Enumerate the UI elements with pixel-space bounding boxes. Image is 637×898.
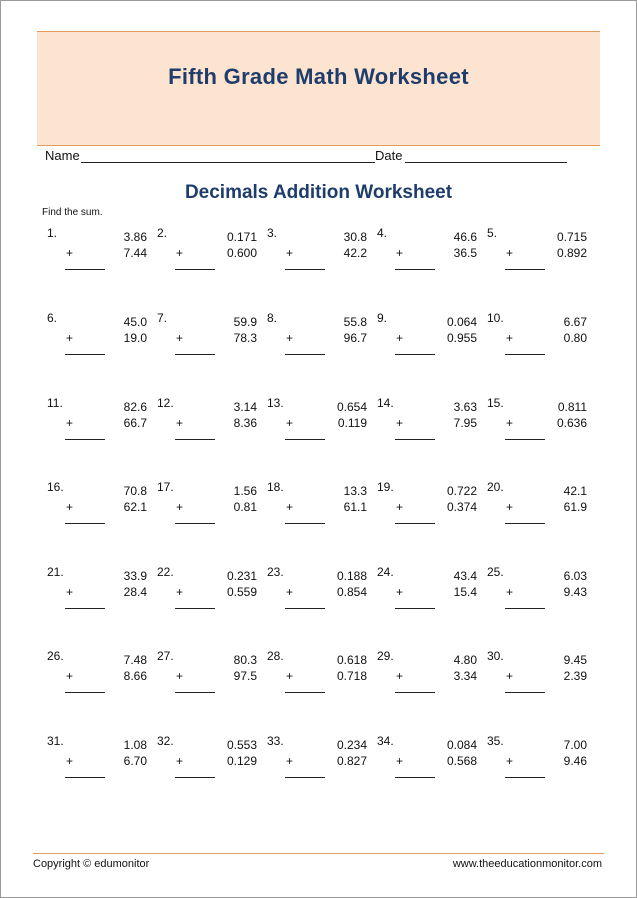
plus-sign: + (66, 416, 74, 430)
answer-line[interactable] (285, 439, 325, 440)
plus-sign: + (396, 754, 404, 768)
problem-addend-bottom: 0.600 (226, 246, 257, 260)
answer-line[interactable] (505, 608, 545, 609)
problem-addend-top: 33.9 (123, 569, 147, 583)
problem-item (267, 649, 367, 709)
answer-line[interactable] (285, 269, 325, 270)
answer-line[interactable] (505, 354, 545, 355)
answer-line[interactable] (395, 269, 435, 270)
plus-sign: + (396, 416, 404, 430)
problem-number: 17. (157, 480, 174, 494)
answer-line[interactable] (65, 777, 105, 778)
problem-addend-bottom: 0.374 (446, 500, 477, 514)
problem-addend-top: 0.234 (336, 738, 367, 752)
problem-item (157, 480, 257, 540)
problem-number: 11. (47, 396, 63, 410)
plus-sign: + (66, 754, 74, 768)
problem-addend-bottom: 9.46 (563, 754, 587, 768)
problem-addend-top: 46.6 (453, 230, 477, 244)
plus-sign: + (286, 246, 294, 260)
plus-sign: + (66, 669, 74, 683)
answer-line[interactable] (65, 439, 105, 440)
problem-addend-top: 7.48 (123, 653, 147, 667)
plus-sign: + (176, 500, 184, 514)
problem-addend-top: 45.0 (123, 315, 147, 329)
problem-item (47, 226, 147, 286)
answer-line[interactable] (285, 523, 325, 524)
problem-addend-top: 0.064 (446, 315, 477, 329)
problem-addend-top: 70.8 (123, 484, 147, 498)
answer-line[interactable] (395, 692, 435, 693)
page-title: Fifth Grade Math Worksheet (168, 64, 469, 89)
problem-addend-top: 3.86 (123, 230, 147, 244)
problem-number: 13. (267, 396, 284, 410)
problem-addend-top: 3.14 (233, 400, 257, 414)
problem-addend-bottom: 61.9 (563, 500, 587, 514)
problem-addend-bottom: 0.119 (337, 416, 367, 430)
answer-line[interactable] (65, 269, 105, 270)
problem-number: 35. (487, 734, 504, 748)
problem-addend-top: 0.231 (226, 569, 257, 583)
plus-sign: + (66, 585, 74, 599)
answer-line[interactable] (175, 439, 215, 440)
problem-item (487, 311, 587, 371)
problem-addend-top: 30.8 (343, 230, 367, 244)
problem-item (267, 311, 367, 371)
problem-addend-top: 6.03 (563, 569, 587, 583)
date-label: Date (375, 148, 403, 163)
answer-line[interactable] (285, 354, 325, 355)
name-date-row (45, 148, 585, 166)
problem-number: 8. (267, 311, 278, 325)
problem-number: 30. (487, 649, 504, 663)
problem-number: 12. (157, 396, 174, 410)
problem-addend-bottom: 97.5 (233, 669, 257, 683)
problem-item (47, 734, 147, 794)
problem-number: 33. (267, 734, 284, 748)
footer-copyright: Copyright © edumonitor (33, 858, 150, 870)
problem-addend-top: 59.9 (233, 315, 257, 329)
plus-sign: + (506, 246, 514, 260)
answer-line[interactable] (395, 608, 435, 609)
name-label: Name (45, 148, 80, 163)
problem-addend-top: 3.63 (453, 400, 477, 414)
answer-line[interactable] (65, 523, 105, 524)
problem-addend-top: 0.715 (556, 230, 587, 244)
problem-addend-bottom: 0.636 (556, 416, 587, 430)
answer-line[interactable] (505, 269, 545, 270)
problem-item (157, 311, 257, 371)
plus-sign: + (286, 754, 294, 768)
problem-addend-top: 0.722 (446, 484, 477, 498)
plus-sign: + (396, 669, 404, 683)
plus-sign: + (286, 585, 294, 599)
problem-addend-bottom: 2.39 (563, 669, 587, 683)
problem-number: 10. (487, 311, 504, 325)
problem-addend-bottom: 78.3 (233, 331, 257, 345)
answer-line[interactable] (175, 692, 215, 693)
problem-addend-top: 7.00 (563, 738, 587, 752)
problem-addend-bottom: 8.66 (123, 669, 147, 683)
problem-number: 21. (47, 565, 64, 579)
problem-addend-top: 0.084 (446, 738, 477, 752)
problem-addend-top: 1.56 (233, 484, 257, 498)
answer-line[interactable] (285, 692, 325, 693)
plus-sign: + (176, 669, 184, 683)
problem-item (267, 734, 367, 794)
problem-number: 18. (267, 480, 284, 494)
problem-addend-bottom: 8.36 (233, 416, 257, 430)
answer-line[interactable] (65, 692, 105, 693)
problem-number: 4. (377, 226, 388, 240)
answer-line[interactable] (395, 354, 435, 355)
problem-addend-top: 82.6 (123, 400, 147, 414)
problem-addend-bottom: 0.81 (233, 500, 257, 514)
problem-addend-bottom: 0.892 (556, 246, 587, 260)
problem-number: 19. (377, 480, 394, 494)
plus-sign: + (396, 500, 404, 514)
problem-number: 1. (47, 226, 58, 240)
problem-addend-bottom: 0.568 (446, 754, 477, 768)
answer-line[interactable] (65, 354, 105, 355)
plus-sign: + (66, 246, 74, 260)
problem-addend-bottom: 15.4 (453, 585, 477, 599)
problem-addend-bottom: 7.95 (453, 416, 477, 430)
problem-item (487, 649, 587, 709)
problem-item (157, 226, 257, 286)
plus-sign: + (176, 246, 184, 260)
answer-line[interactable] (395, 439, 435, 440)
plus-sign: + (176, 754, 184, 768)
worksheet-subtitle: Decimals Addition Worksheet (184, 182, 453, 203)
answer-line[interactable] (395, 523, 435, 524)
problem-item (47, 396, 147, 456)
answer-line[interactable] (505, 523, 545, 524)
problem-addend-bottom: 96.7 (343, 331, 367, 345)
plus-sign: + (176, 585, 184, 599)
answer-line[interactable] (285, 777, 325, 778)
problem-item (377, 396, 477, 456)
plus-sign: + (506, 585, 514, 599)
problem-addend-top: 0.811 (557, 400, 587, 414)
problem-addend-bottom: 0.718 (336, 669, 367, 683)
problem-item (377, 649, 477, 709)
problem-item (157, 565, 257, 625)
problem-item (47, 311, 147, 371)
answer-line[interactable] (505, 777, 545, 778)
problem-addend-bottom: 61.1 (343, 500, 367, 514)
problem-item (487, 565, 587, 625)
problem-number: 34. (377, 734, 394, 748)
plus-sign: + (396, 585, 404, 599)
problem-addend-top: 13.3 (343, 484, 367, 498)
plus-sign: + (396, 331, 404, 345)
plus-sign: + (66, 500, 74, 514)
problem-item (487, 734, 587, 794)
plus-sign: + (506, 331, 514, 345)
plus-sign: + (506, 416, 514, 430)
problem-addend-bottom: 0.80 (563, 331, 587, 345)
problem-item (377, 311, 477, 371)
problem-addend-bottom: 7.44 (123, 246, 147, 260)
problem-addend-top: 4.80 (453, 653, 477, 667)
problem-addend-top: 9.45 (563, 653, 587, 667)
problem-item (267, 480, 367, 540)
problem-number: 14. (377, 396, 394, 410)
problem-item (487, 226, 587, 286)
problem-addend-top: 0.188 (336, 569, 367, 583)
problem-item (47, 649, 147, 709)
plus-sign: + (506, 754, 514, 768)
problem-addend-top: 1.08 (123, 738, 147, 752)
problem-item (377, 565, 477, 625)
problem-item (377, 226, 477, 286)
problem-addend-top: 42.1 (563, 484, 587, 498)
problem-number: 25. (487, 565, 504, 579)
problem-addend-top: 0.654 (336, 400, 367, 414)
plus-sign: + (286, 669, 294, 683)
problem-addend-bottom: 42.2 (343, 246, 367, 260)
problem-number: 27. (157, 649, 174, 663)
problem-addend-bottom: 0.559 (226, 585, 257, 599)
date-field[interactable] (405, 162, 567, 163)
instructions: Find the sum. (42, 207, 103, 218)
plus-sign: + (286, 331, 294, 345)
problem-number: 6. (47, 311, 58, 325)
problem-number: 32. (157, 734, 174, 748)
problem-addend-bottom: 0.129 (226, 754, 257, 768)
problem-addend-bottom: 9.43 (563, 585, 587, 599)
answer-line[interactable] (175, 608, 215, 609)
problem-number: 31. (47, 734, 64, 748)
answer-line[interactable] (505, 439, 545, 440)
problem-addend-top: 55.8 (343, 315, 367, 329)
problem-addend-bottom: 3.34 (453, 669, 477, 683)
problem-item (157, 396, 257, 456)
answer-line[interactable] (175, 777, 215, 778)
problem-addend-top: 0.618 (336, 653, 367, 667)
plus-sign: + (176, 331, 184, 345)
problem-addend-top: 6.67 (563, 315, 587, 329)
problem-number: 16. (47, 480, 64, 494)
problem-number: 28. (267, 649, 284, 663)
plus-sign: + (176, 416, 184, 430)
problem-item (157, 734, 257, 794)
problem-number: 2. (157, 226, 168, 240)
plus-sign: + (286, 416, 294, 430)
plus-sign: + (506, 500, 514, 514)
problem-addend-top: 43.4 (453, 569, 477, 583)
answer-line[interactable] (285, 608, 325, 609)
footer-divider (33, 853, 604, 854)
problem-addend-bottom: 6.70 (123, 754, 147, 768)
problem-number: 5. (487, 226, 498, 240)
answer-line[interactable] (505, 692, 545, 693)
problem-addend-bottom: 66.7 (123, 416, 147, 430)
problem-item (47, 565, 147, 625)
problem-number: 26. (47, 649, 64, 663)
problem-item (267, 396, 367, 456)
problem-item (487, 396, 587, 456)
problem-addend-bottom: 0.827 (336, 754, 367, 768)
problem-addend-top: 0.171 (226, 230, 257, 244)
problem-number: 29. (377, 649, 394, 663)
header-banner (37, 31, 600, 146)
problem-item (267, 565, 367, 625)
problem-item (47, 480, 147, 540)
problem-item (487, 480, 587, 540)
problem-number: 23. (267, 565, 284, 579)
problem-addend-bottom: 0.854 (336, 585, 367, 599)
plus-sign: + (66, 331, 74, 345)
problem-addend-bottom: 62.1 (123, 500, 147, 514)
problem-number: 22. (157, 565, 174, 579)
problem-item (157, 649, 257, 709)
footer-website: www.theeducationmonitor.com (452, 858, 602, 870)
problem-addend-bottom: 19.0 (123, 331, 147, 345)
plus-sign: + (286, 500, 294, 514)
problem-number: 15. (487, 396, 504, 410)
plus-sign: + (506, 669, 514, 683)
answer-line[interactable] (175, 354, 215, 355)
problem-addend-bottom: 36.5 (453, 246, 477, 260)
problem-number: 24. (377, 565, 394, 579)
answer-line[interactable] (175, 269, 215, 270)
answer-line[interactable] (175, 523, 215, 524)
plus-sign: + (396, 246, 404, 260)
problem-number: 9. (377, 311, 388, 325)
problem-item (377, 734, 477, 794)
name-field[interactable] (81, 162, 375, 163)
problem-number: 3. (267, 226, 278, 240)
problem-addend-bottom: 0.955 (446, 331, 477, 345)
problem-number: 7. (157, 311, 168, 325)
problem-item (377, 480, 477, 540)
problem-addend-top: 0.553 (226, 738, 257, 752)
problem-number: 20. (487, 480, 504, 494)
answer-line[interactable] (65, 608, 105, 609)
problem-addend-bottom: 28.4 (123, 585, 147, 599)
problem-addend-top: 80.3 (233, 653, 257, 667)
problem-item (267, 226, 367, 286)
answer-line[interactable] (395, 777, 435, 778)
